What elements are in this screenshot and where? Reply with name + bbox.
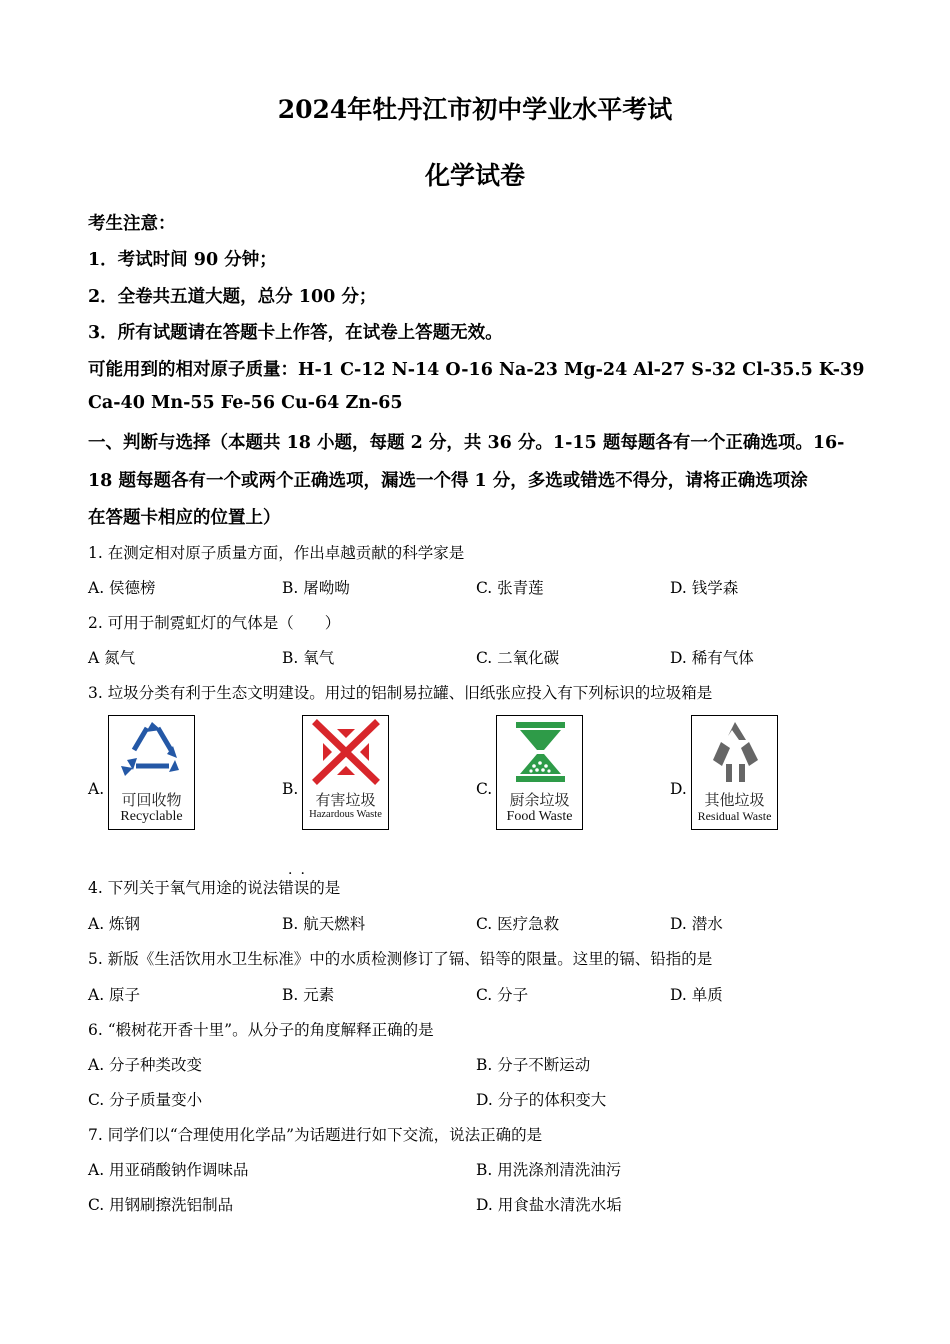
sign-cn-label: 有害垃圾 <box>315 791 376 809</box>
option-a: A 氮气 <box>88 649 136 667</box>
notice-item: 1．考试时间 90 分钟； <box>88 250 277 270</box>
sign-en-label: Residual Waste <box>697 809 772 823</box>
hazardous-sign <box>302 715 389 830</box>
option-c: C. 分子 <box>476 986 529 1004</box>
exam-title: 2024年牡丹江市初中学业水平考试 <box>277 95 673 124</box>
option-b: B. 元素 <box>282 986 335 1004</box>
section-instructions: 18 题每题各有一个或两个正确选项，漏选一个得 1 分，多选或错选不得分，请将正确选项涂 <box>88 471 808 491</box>
notice-item: 2．全卷共五道大题，总分 100 分； <box>88 287 377 307</box>
option-d: D. <box>670 780 687 798</box>
atomic-mass-line: Ca-40 Mn-55 Fe-56 Cu-64 Zn-65 <box>88 393 403 413</box>
sign-cn-label: 其他垃圾 <box>704 791 765 809</box>
option-b: B. 航天燃料 <box>282 915 366 933</box>
option-c: C. 二氧化碳 <box>476 649 560 667</box>
option-a: A. <box>88 780 105 798</box>
option-a: A. 炼钢 <box>88 915 141 933</box>
option-d: D. 钱学森 <box>670 579 739 597</box>
hazard-icon <box>303 716 390 788</box>
sign-en-label: Hazardous Waste <box>309 809 382 820</box>
recyclable-sign <box>108 715 195 830</box>
notice-heading: 考生注意： <box>88 214 176 234</box>
option-a: A. 分子种类改变 <box>88 1056 203 1074</box>
recycle-icon <box>109 716 196 788</box>
exam-subtitle: 化学试卷 <box>424 161 525 190</box>
residual-icon <box>692 716 779 788</box>
option-c: C. <box>476 780 493 798</box>
question-stem: 6. “椴树花开香十里”。从分子的角度解释正确的是 <box>88 1021 434 1039</box>
option-b: B. <box>282 780 299 798</box>
question-stem: 5. 新版《生活饮用水卫生标准》中的水质检测修订了镉、铅等的限量。这里的镉、铅指的是 <box>88 950 713 968</box>
option-a: A. 用亚硝酸钠作调味品 <box>88 1161 249 1179</box>
residual-waste-sign <box>691 715 778 830</box>
option-d: D. 单质 <box>670 986 723 1004</box>
notice-item: 3．所有试题请在答题卡上作答，在试卷上答题无效。 <box>88 323 503 343</box>
option-d: D. 分子的体积变大 <box>476 1091 607 1109</box>
option-c: C. 张青莲 <box>476 579 544 597</box>
option-b: B. 用洗涤剂清洗油污 <box>476 1161 622 1179</box>
option-b: B. 分子不断运动 <box>476 1056 591 1074</box>
sign-en-label: Food Waste <box>506 809 573 824</box>
question-stem: 2. 可用于制霓虹灯的气体是（ ） <box>88 614 341 632</box>
atomic-mass-line: 可能用到的相对原子质量：H-1 C-12 N-14 O-16 Na-23 Mg-24 Al-27 S-32 Cl-35.5 K-39 <box>88 360 865 380</box>
option-b: B. 氧气 <box>282 649 335 667</box>
food-waste-sign <box>496 715 583 830</box>
question-stem: 3. 垃圾分类有利于生态文明建设。用过的铝制易拉罐、旧纸张应投入有下列标识的垃圾箱是 <box>88 684 713 702</box>
option-c: C. 医疗急救 <box>476 915 560 933</box>
option-b: B. 屠呦呦 <box>282 579 350 597</box>
option-a: A. 原子 <box>88 986 141 1004</box>
section-instructions: 在答题卡相应的位置上） <box>88 508 281 528</box>
option-d: D. 稀有气体 <box>670 649 754 667</box>
question-stem: 4. 下列关于氧气用途的说法错误的是 <box>88 879 341 897</box>
sign-en-label: Recyclable <box>120 809 183 824</box>
emphasis-dots: ·· <box>288 866 313 882</box>
question-stem: 1. 在测定相对原子质量方面，作出卓越贡献的科学家是 <box>88 544 465 562</box>
option-c: C. 用钢刷擦洗铝制品 <box>88 1196 234 1214</box>
option-d: D. 潜水 <box>670 915 723 933</box>
section-instructions: 一、判断与选择（本题共 18 小题，每题 2 分，共 36 分。1-15 题每题各有一个正确选项。16- <box>88 433 845 453</box>
question-stem: 7. 同学们以“合理使用化学品”为话题进行如下交流，说法正确的是 <box>88 1126 543 1144</box>
sign-cn-label: 可回收物 <box>121 791 182 809</box>
food-icon <box>497 716 584 788</box>
option-d: D. 用食盐水清洗水垢 <box>476 1196 622 1214</box>
option-a: A. 侯德榜 <box>88 579 156 597</box>
option-c: C. 分子质量变小 <box>88 1091 203 1109</box>
sign-cn-label: 厨余垃圾 <box>509 791 570 809</box>
